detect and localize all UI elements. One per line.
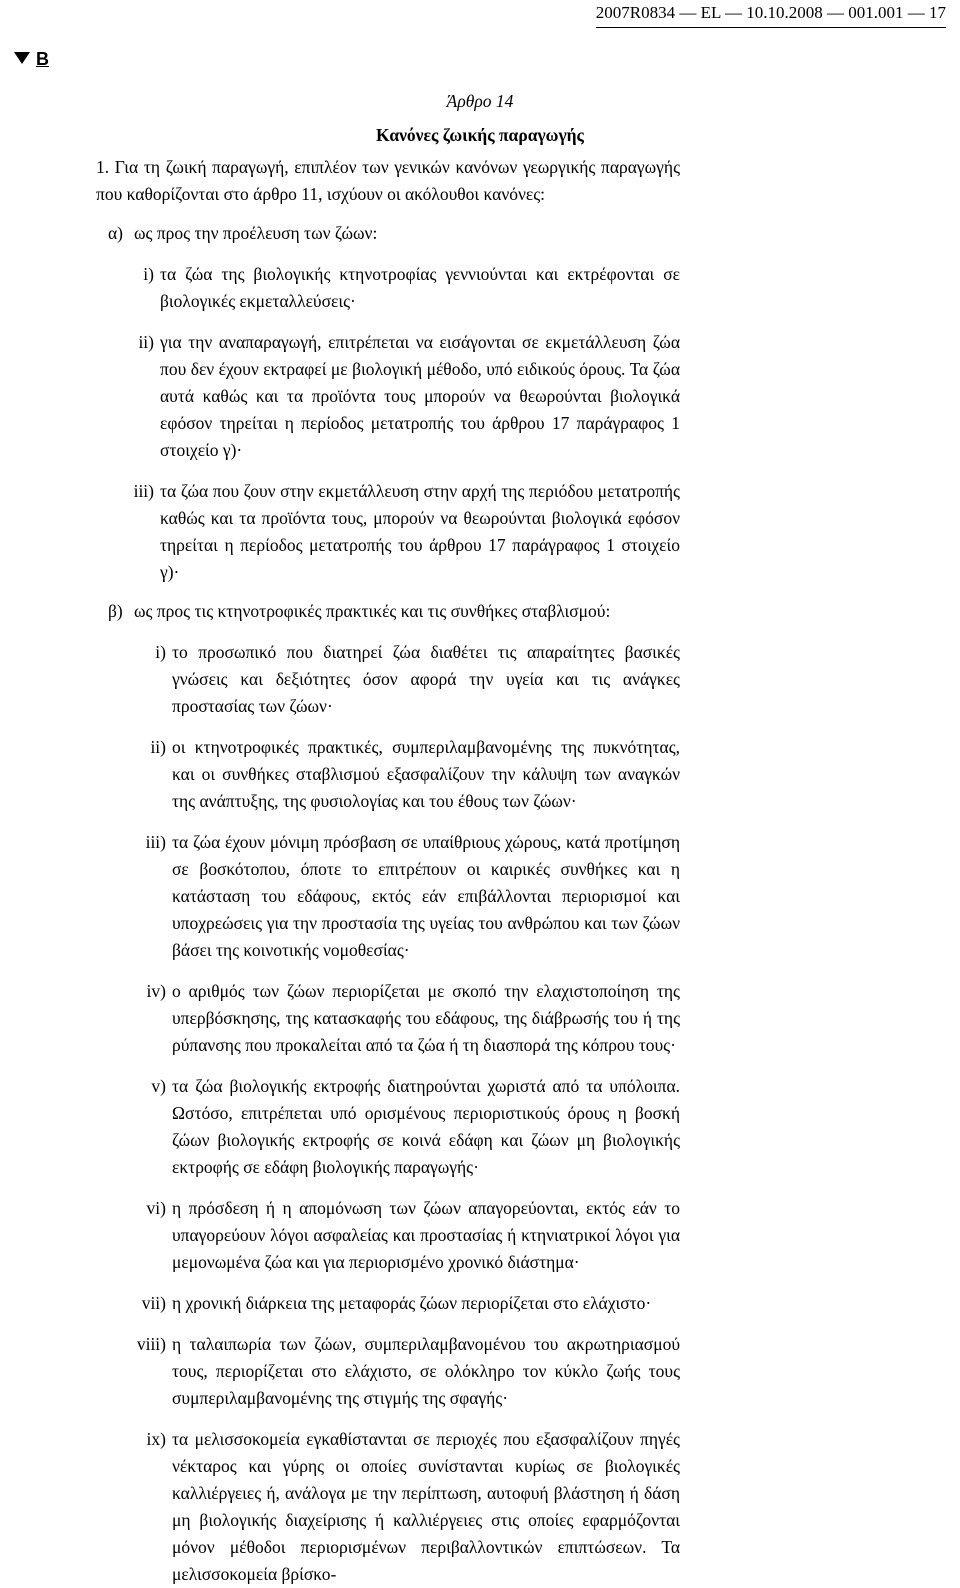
point-a-items: [108, 261, 680, 586]
list-item-label: viii): [136, 1334, 166, 1354]
list-item-label: v): [151, 1076, 166, 1096]
list-item: [108, 1290, 680, 1317]
list-item: [108, 1073, 680, 1181]
list-item-text: τα ζώα έχουν μόνιμη πρόσβαση σε υπαίθριους χώρους, κατά προτίμηση σε βοσκότοπου, όποτε το επιτρέπουν οι καιρικές συνθήκες και η κατάσταση του εδάφους, εκτός εάν επιβάλλονται περιορισμοί και υποχρεώσεις για την προστασία της υγείας του ανθρώπου και των ζώων βάσει της κοινοτικής νομοθεσίας·: [172, 832, 680, 960]
point-a: [108, 220, 680, 247]
list-item-text: τα ζώα βιολογικής εκτροφής διατηρούνται χωριστά από τα υπόλοιπα. Ωστόσο, επιτρέπεται υπό ορισμένους περιοριστικούς όρους η βοσκή ζώων βιολογικής εκτροφής σε κοινά εδάφη και ζώων μη βιολογικής εκτροφής σε εδάφη βιολογικής παραγωγής·: [172, 1076, 680, 1177]
paragraph-1: 1. Για τη ζωική παραγωγή, επιπλέον των γενικών κανόνων γεωργικής παραγωγής που καθορίζονται στο άρθρο 11, ισχύουν οι ακόλουθοι κανόνες:: [96, 157, 680, 204]
point-b-label: β): [108, 601, 123, 621]
list-item-text: η ταλαιπωρία των ζώων, συμπεριλαμβανομένου του ακρωτηριασμού τους, περιορίζεται στο ελάχιστο, σε ολόκληρο τον κύκλο ζωής τους συμπεριλαμβανομένης της στιγμής της σφαγής·: [172, 1334, 680, 1408]
point-a-text: ως προς την προέλευση των ζώων:: [134, 223, 378, 243]
list-item: [108, 734, 680, 815]
header-rule: [596, 27, 946, 28]
list-item-label: i): [143, 264, 154, 284]
point-b: [108, 598, 680, 625]
list-item-label: iii): [145, 832, 166, 852]
list-item-text: τα μελισσοκομεία εγκαθίστανται σε περιοχές που εξασφαλίζουν πηγές νέκταρος και γύρης οι οποίες συνίστανται κυρίως σε βιολογικές καλλιέργειες ή, ανάλογα με την περίπτωση, αυτοφυή βλάστηση ή δάση μη βιολογικής διαχείρισης ή καλλιέργειες στις οποίες εφαρμόζονται μόνον μέθοδοι περιορισμένων περιβαλλοντικών επιπτώσεων. Τα μελισσοκομεία βρίσκο-: [172, 1429, 680, 1584]
article-number: Άρθρο 14: [446, 91, 514, 111]
point-b-text: ως προς τις κτηνοτροφικές πρακτικές και τις συνθήκες σταβλισμού:: [134, 601, 611, 621]
point-b-items: [108, 639, 680, 1588]
list-item: [108, 478, 680, 586]
list-item-label: vii): [141, 1293, 166, 1313]
list-item: [108, 829, 680, 964]
point-a-label: α): [108, 223, 123, 243]
list-item: [108, 329, 680, 464]
article-body: [96, 154, 680, 1588]
list-item-label: vi): [146, 1198, 166, 1218]
document-header: [596, 2, 946, 24]
list-item-label: ii): [138, 332, 154, 352]
list-item: [108, 639, 680, 720]
list-item-label: ix): [146, 1429, 166, 1449]
list-item-text: για την αναπαραγωγή, επιτρέπεται να εισάγονται σε εκμετάλλευση ζώα που δεν έχουν εκτραφεί με βιολογική μέθοδο, υπό ειδικούς όρους. Τα ζώα αυτά καθώς και τα προϊόντα τους μπορούν να θεωρούνται βιολογικά εφόσον τηρείται η περίοδος μετατροπής του άρθρου 17 παράγραφος 1 στοιχείο γ)·: [160, 332, 680, 460]
list-item-label: iii): [133, 481, 154, 501]
document-reference: 2007R0834 — EL — 10.10.2008 — 001.001 — 17: [595, 3, 946, 22]
list-item: [108, 978, 680, 1059]
list-item-text: η πρόσδεση ή η απομόνωση των ζώων απαγορεύονται, εκτός εάν το υπαγορεύουν λόγοι ασφαλείας και προστασίας ή κτηνιατρικοί λόγοι για μεμονωμένα ζώα και για περιορισμένο χρονικό διάστημα·: [172, 1198, 680, 1272]
amendment-marker: [14, 48, 49, 70]
list-item-text: ο αριθμός των ζώων περιορίζεται με σκοπό την ελαχιστοποίηση της υπερβόσκησης, της κατασκαφής του εδάφους, της διάβρωσής του ή της ρύπανσης που προκαλείται από τα ζώα ή τη διασπορά της κόπρου τους·: [172, 981, 680, 1055]
list-item-text: οι κτηνοτροφικές πρακτικές, συμπεριλαμβανομένης της πυκνότητας, και οι συνθήκες σταβλισμού εξασφαλίζουν την κάλυψη των αναγκών της ανάπτυξης, της φυσιολογίας και του έθους των ζώων·: [172, 737, 680, 811]
article-title: Κανόνες ζωικής παραγωγής: [376, 125, 584, 145]
list-item: [108, 261, 680, 315]
list-item-label: i): [155, 642, 166, 662]
amendment-marker-label: B: [36, 49, 49, 69]
list-item-label: ii): [150, 737, 166, 757]
list-item: [108, 1331, 680, 1412]
list-item: [108, 1195, 680, 1276]
list-item-text: η χρονική διάρκεια της μεταφοράς ζώων περιορίζεται στο ελάχιστο·: [172, 1293, 652, 1313]
list-item-text: τα ζώα που ζουν στην εκμετάλλευση στην αρχή της περιόδου μετατροπής καθώς και τα προϊόντα τους, μπορούν να θεωρούνται βιολογικά εφόσον τηρείται η περίοδος μετατροπής του άρθρου 17 παράγραφος 1 στοιχείο γ)·: [160, 481, 680, 582]
triangle-down-icon: [14, 52, 30, 64]
list-item-text: το προσωπικό που διατηρεί ζώα διαθέτει τις απαραίτητες βασικές γνώσεις και δεξιότητες όσον αφορά την υγεία και τις ανάγκες προστασίας των ζώων·: [172, 642, 680, 716]
list-item-text: τα ζώα της βιολογικής κτηνοτροφίας γεννιούνται και εκτρέφονται σε βιολογικές εκμεταλλεύσεις·: [160, 264, 680, 311]
list-item: [108, 1426, 680, 1588]
list-item-label: iv): [146, 981, 166, 1001]
